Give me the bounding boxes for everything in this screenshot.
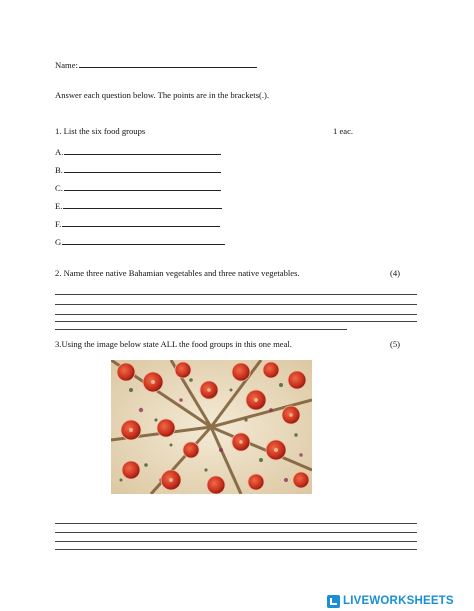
liveworksheets-icon bbox=[327, 595, 340, 608]
name-label: Name: bbox=[55, 60, 78, 70]
name-field bbox=[55, 58, 257, 70]
question-1-option bbox=[55, 145, 221, 157]
option-label: F. bbox=[55, 219, 62, 229]
question-1-option bbox=[55, 217, 220, 229]
answer-line[interactable] bbox=[55, 304, 417, 305]
option-label: G bbox=[55, 237, 62, 247]
question-1-points: 1 eac. bbox=[333, 126, 354, 136]
question-2-text: 2. Name three native Bahamian vegetables and three native vegetables. bbox=[55, 268, 300, 278]
answer-line[interactable] bbox=[55, 541, 417, 542]
name-blank[interactable] bbox=[79, 58, 257, 68]
option-answer-blank[interactable] bbox=[62, 235, 225, 245]
option-label: E. bbox=[55, 201, 63, 211]
answer-line[interactable] bbox=[55, 532, 417, 533]
option-answer-blank[interactable] bbox=[62, 217, 220, 227]
answer-line[interactable] bbox=[55, 294, 417, 295]
answer-line[interactable] bbox=[55, 329, 347, 330]
question-3-text: 3.Using the image below state ALL the food groups in this one meal. bbox=[55, 339, 292, 349]
option-label: A. bbox=[55, 147, 64, 157]
answer-line[interactable] bbox=[55, 321, 417, 322]
question-1-text: 1. List the six food groups bbox=[55, 126, 146, 136]
question-1-option bbox=[55, 163, 221, 175]
question-1-option bbox=[55, 235, 225, 247]
question-1-option bbox=[55, 181, 221, 193]
question-3-points: (5) bbox=[390, 339, 401, 349]
liveworksheets-logo bbox=[327, 594, 454, 608]
option-answer-blank[interactable] bbox=[63, 199, 222, 209]
instructions: Answer each question below. The points are in the brackets(.). bbox=[55, 90, 270, 100]
option-answer-blank[interactable] bbox=[64, 181, 221, 191]
question-1-option bbox=[55, 199, 222, 211]
option-answer-blank[interactable] bbox=[64, 145, 221, 155]
option-answer-blank[interactable] bbox=[64, 163, 221, 173]
pizza-image bbox=[111, 360, 312, 494]
liveworksheets-wordmark: LIVEWORKSHEETS bbox=[343, 595, 454, 607]
option-label: C. bbox=[55, 183, 63, 193]
answer-line[interactable] bbox=[55, 314, 417, 315]
question-2-points: (4) bbox=[390, 268, 401, 278]
option-label: B. bbox=[55, 165, 63, 175]
answer-line[interactable] bbox=[55, 523, 417, 524]
answer-line[interactable] bbox=[55, 549, 417, 550]
